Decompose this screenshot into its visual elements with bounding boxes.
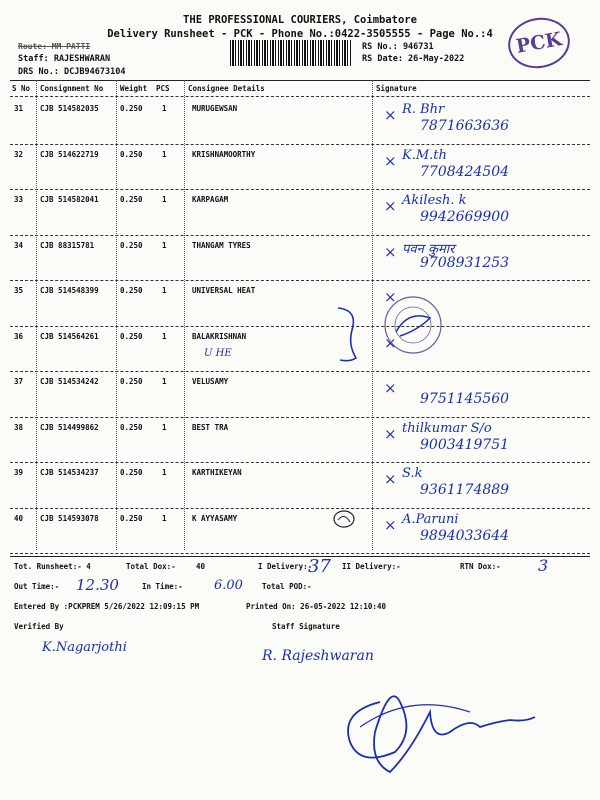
row-sno: 36	[14, 331, 24, 341]
staff-label: Staff: RAJESHWARAN	[18, 54, 111, 64]
row-weight: 0.250	[120, 195, 143, 204]
row-consignee: BALAKRISHNAN	[192, 331, 247, 341]
row-divider	[10, 326, 590, 327]
row-pcs: 1	[162, 468, 167, 477]
signature-x-mark: ×	[384, 197, 397, 215]
signature-phone: 9003419751	[420, 436, 510, 453]
company-title: THE PROFESSIONAL COURIERS, Coimbatore	[183, 14, 417, 26]
row-divider	[10, 189, 590, 190]
signature-phone: 9751145560	[420, 391, 510, 407]
row-consignment: CJB 514593078	[40, 513, 99, 523]
signature-x-mark: ×	[384, 151, 397, 170]
row-consignment: CJB 514534237	[40, 468, 99, 477]
rs-date: RS Date: 26-May-2022	[362, 54, 465, 64]
signature-phone: 9708931253	[420, 254, 510, 271]
row-divider	[10, 371, 590, 372]
handwritten-note: U HE	[204, 348, 232, 359]
row-sno: 33	[14, 195, 24, 204]
staff-signature: R. Rajeshwaran	[262, 648, 374, 664]
row-weight: 0.250	[120, 240, 143, 250]
i-delivery-label: I Delivery:-	[258, 562, 313, 571]
out-time-label: Out Time:-	[14, 582, 60, 591]
row-consignee: VELUSAMY	[192, 377, 229, 386]
row-consignee: BEST TRA	[192, 422, 229, 432]
row-weight: 0.250	[120, 286, 143, 295]
row-divider	[10, 417, 590, 418]
row-divider	[10, 508, 590, 509]
verified-by-label: Verified By	[14, 622, 64, 631]
totals-rule	[10, 556, 590, 557]
signature-phone: 7708424504	[420, 163, 510, 180]
row-consignment: CJB 514582035	[40, 104, 99, 113]
col-pcs: PCS	[156, 84, 170, 93]
printed-on: Printed On: 26-05-2022 12:10:40	[246, 602, 386, 611]
delivery-seal	[378, 290, 448, 360]
row-consignment: CJB 514534242	[40, 377, 99, 386]
row-divider	[10, 462, 590, 463]
row-weight: 0.250	[120, 422, 143, 432]
row-weight: 0.250	[120, 513, 143, 523]
i-delivery-value: 37	[308, 556, 331, 577]
row-divider	[10, 280, 590, 281]
out-time-value: 12.30	[76, 576, 119, 594]
signature-name: R. Bhr	[402, 102, 445, 117]
row-consignment: CJB 88315781	[40, 240, 95, 250]
row-consignee: KARPAGAM	[192, 195, 229, 204]
signature-name: K.M.th	[402, 147, 447, 163]
row-consignment: CJB 514548399	[40, 286, 99, 295]
row-pcs: 1	[162, 377, 167, 386]
row-consignee: KRISHNAMOORTHY	[192, 149, 256, 159]
row-sno: 34	[14, 240, 24, 250]
table-header-rule	[10, 96, 590, 97]
verifier-signature: K.Nagarjothi	[42, 640, 127, 655]
signature-x-mark: ×	[384, 288, 397, 306]
table-top-rule	[10, 80, 590, 81]
pck-stamp: PCK	[504, 13, 574, 73]
total-dox-value: 40	[196, 562, 206, 571]
signature-phone: 9942669900	[420, 209, 510, 225]
row-consignee: MURUGEWSAN	[192, 104, 238, 113]
row-weight: 0.250	[120, 104, 143, 113]
col-signature: Signature	[376, 84, 417, 93]
row-sno: 40	[14, 513, 24, 523]
row-consignment: CJB 514499862	[40, 422, 99, 432]
row-pcs: 1	[162, 422, 167, 432]
signature-phone: 9361174889	[420, 482, 510, 498]
bracket-mark	[330, 300, 380, 370]
row-consignment: CJB 514582041	[40, 195, 99, 204]
tot-runsheet: Tot. Runsheet:- 4	[14, 562, 91, 571]
col-divider	[36, 80, 37, 550]
rtn-dox-label: RTN Dox:-	[460, 562, 501, 571]
row-pcs: 1	[162, 240, 167, 250]
rs-number: RS No.: 946731	[362, 42, 434, 52]
row-divider	[10, 553, 590, 554]
row-consignee: THANGAM TYRES	[192, 240, 251, 250]
rtn-dox-value: 3	[538, 556, 549, 575]
row-pcs: 1	[162, 513, 167, 523]
drs-number: DRS No.: DCJB94673104	[18, 67, 126, 77]
row-weight: 0.250	[120, 377, 143, 386]
row-pcs: 1	[162, 286, 167, 295]
row-pcs: 1	[162, 331, 167, 341]
col-divider	[184, 80, 185, 550]
row-weight: 0.250	[120, 149, 143, 159]
row-consignee: UNIVERSAL HEAT	[192, 286, 256, 295]
signature-x-mark: ×	[384, 333, 397, 352]
row-consignee: K AYYASAMY	[192, 513, 238, 523]
row-sno: 38	[14, 422, 24, 432]
in-time-value: 6.00	[214, 578, 243, 593]
row-consignee: KARTHIKEYAN	[192, 468, 242, 477]
row-pcs: 1	[162, 104, 167, 113]
row-weight: 0.250	[120, 468, 143, 477]
signature-x-mark: ×	[384, 424, 397, 443]
row-sno: 39	[14, 468, 24, 477]
signature-name: Akilesh. k	[402, 193, 467, 208]
col-weight: Weight	[120, 84, 148, 93]
initials-mark	[330, 508, 360, 530]
row-pcs: 1	[162, 195, 167, 204]
row-divider	[10, 144, 590, 145]
signature-phone: 7871663636	[420, 118, 510, 134]
runsheet-subtitle: Delivery Runsheet - PCK - Phone No.:0422-3505555 - Page No.:4	[107, 28, 493, 40]
large-signature-scribble	[320, 672, 560, 782]
barcode	[230, 40, 352, 66]
signature-name: S.k	[402, 466, 423, 481]
ii-delivery-label: II Delivery:-	[342, 562, 401, 571]
col-consignment: Consignment No	[40, 84, 104, 93]
total-pod-label: Total POD:-	[262, 582, 312, 591]
col-sno: S No	[12, 84, 31, 93]
signature-x-mark: ×	[384, 242, 397, 261]
in-time-label: In Time:-	[142, 582, 183, 591]
row-sno: 35	[14, 286, 24, 295]
total-dox-label: Total Dox:-	[126, 562, 176, 571]
signature-phone: 9894033644	[420, 527, 510, 544]
row-divider	[10, 235, 590, 236]
signature-name: पवन कुमार	[402, 241, 455, 257]
route-label: Route: MM PATTI	[18, 42, 91, 51]
col-consignee: Consignee Details	[188, 84, 265, 93]
signature-x-mark: ×	[384, 379, 397, 397]
col-divider	[116, 80, 117, 550]
row-sno: 37	[14, 377, 24, 386]
signature-x-mark: ×	[384, 106, 397, 124]
entered-by: Entered By :PCKPREM 5/26/2022 12:09:15 PM	[14, 602, 200, 611]
row-sno: 32	[14, 149, 24, 159]
row-sno: 31	[14, 104, 24, 113]
row-pcs: 1	[162, 149, 167, 159]
signature-name: A.Paruni	[402, 511, 459, 527]
signature-x-mark: ×	[384, 515, 397, 534]
signature-name: thilkumar S/o	[402, 420, 492, 436]
staff-signature-label: Staff Signature	[272, 622, 340, 631]
row-consignment: CJB 514564261	[40, 331, 99, 341]
signature-x-mark: ×	[384, 470, 397, 488]
row-consignment: CJB 514622719	[40, 149, 99, 159]
row-weight: 0.250	[120, 331, 143, 341]
